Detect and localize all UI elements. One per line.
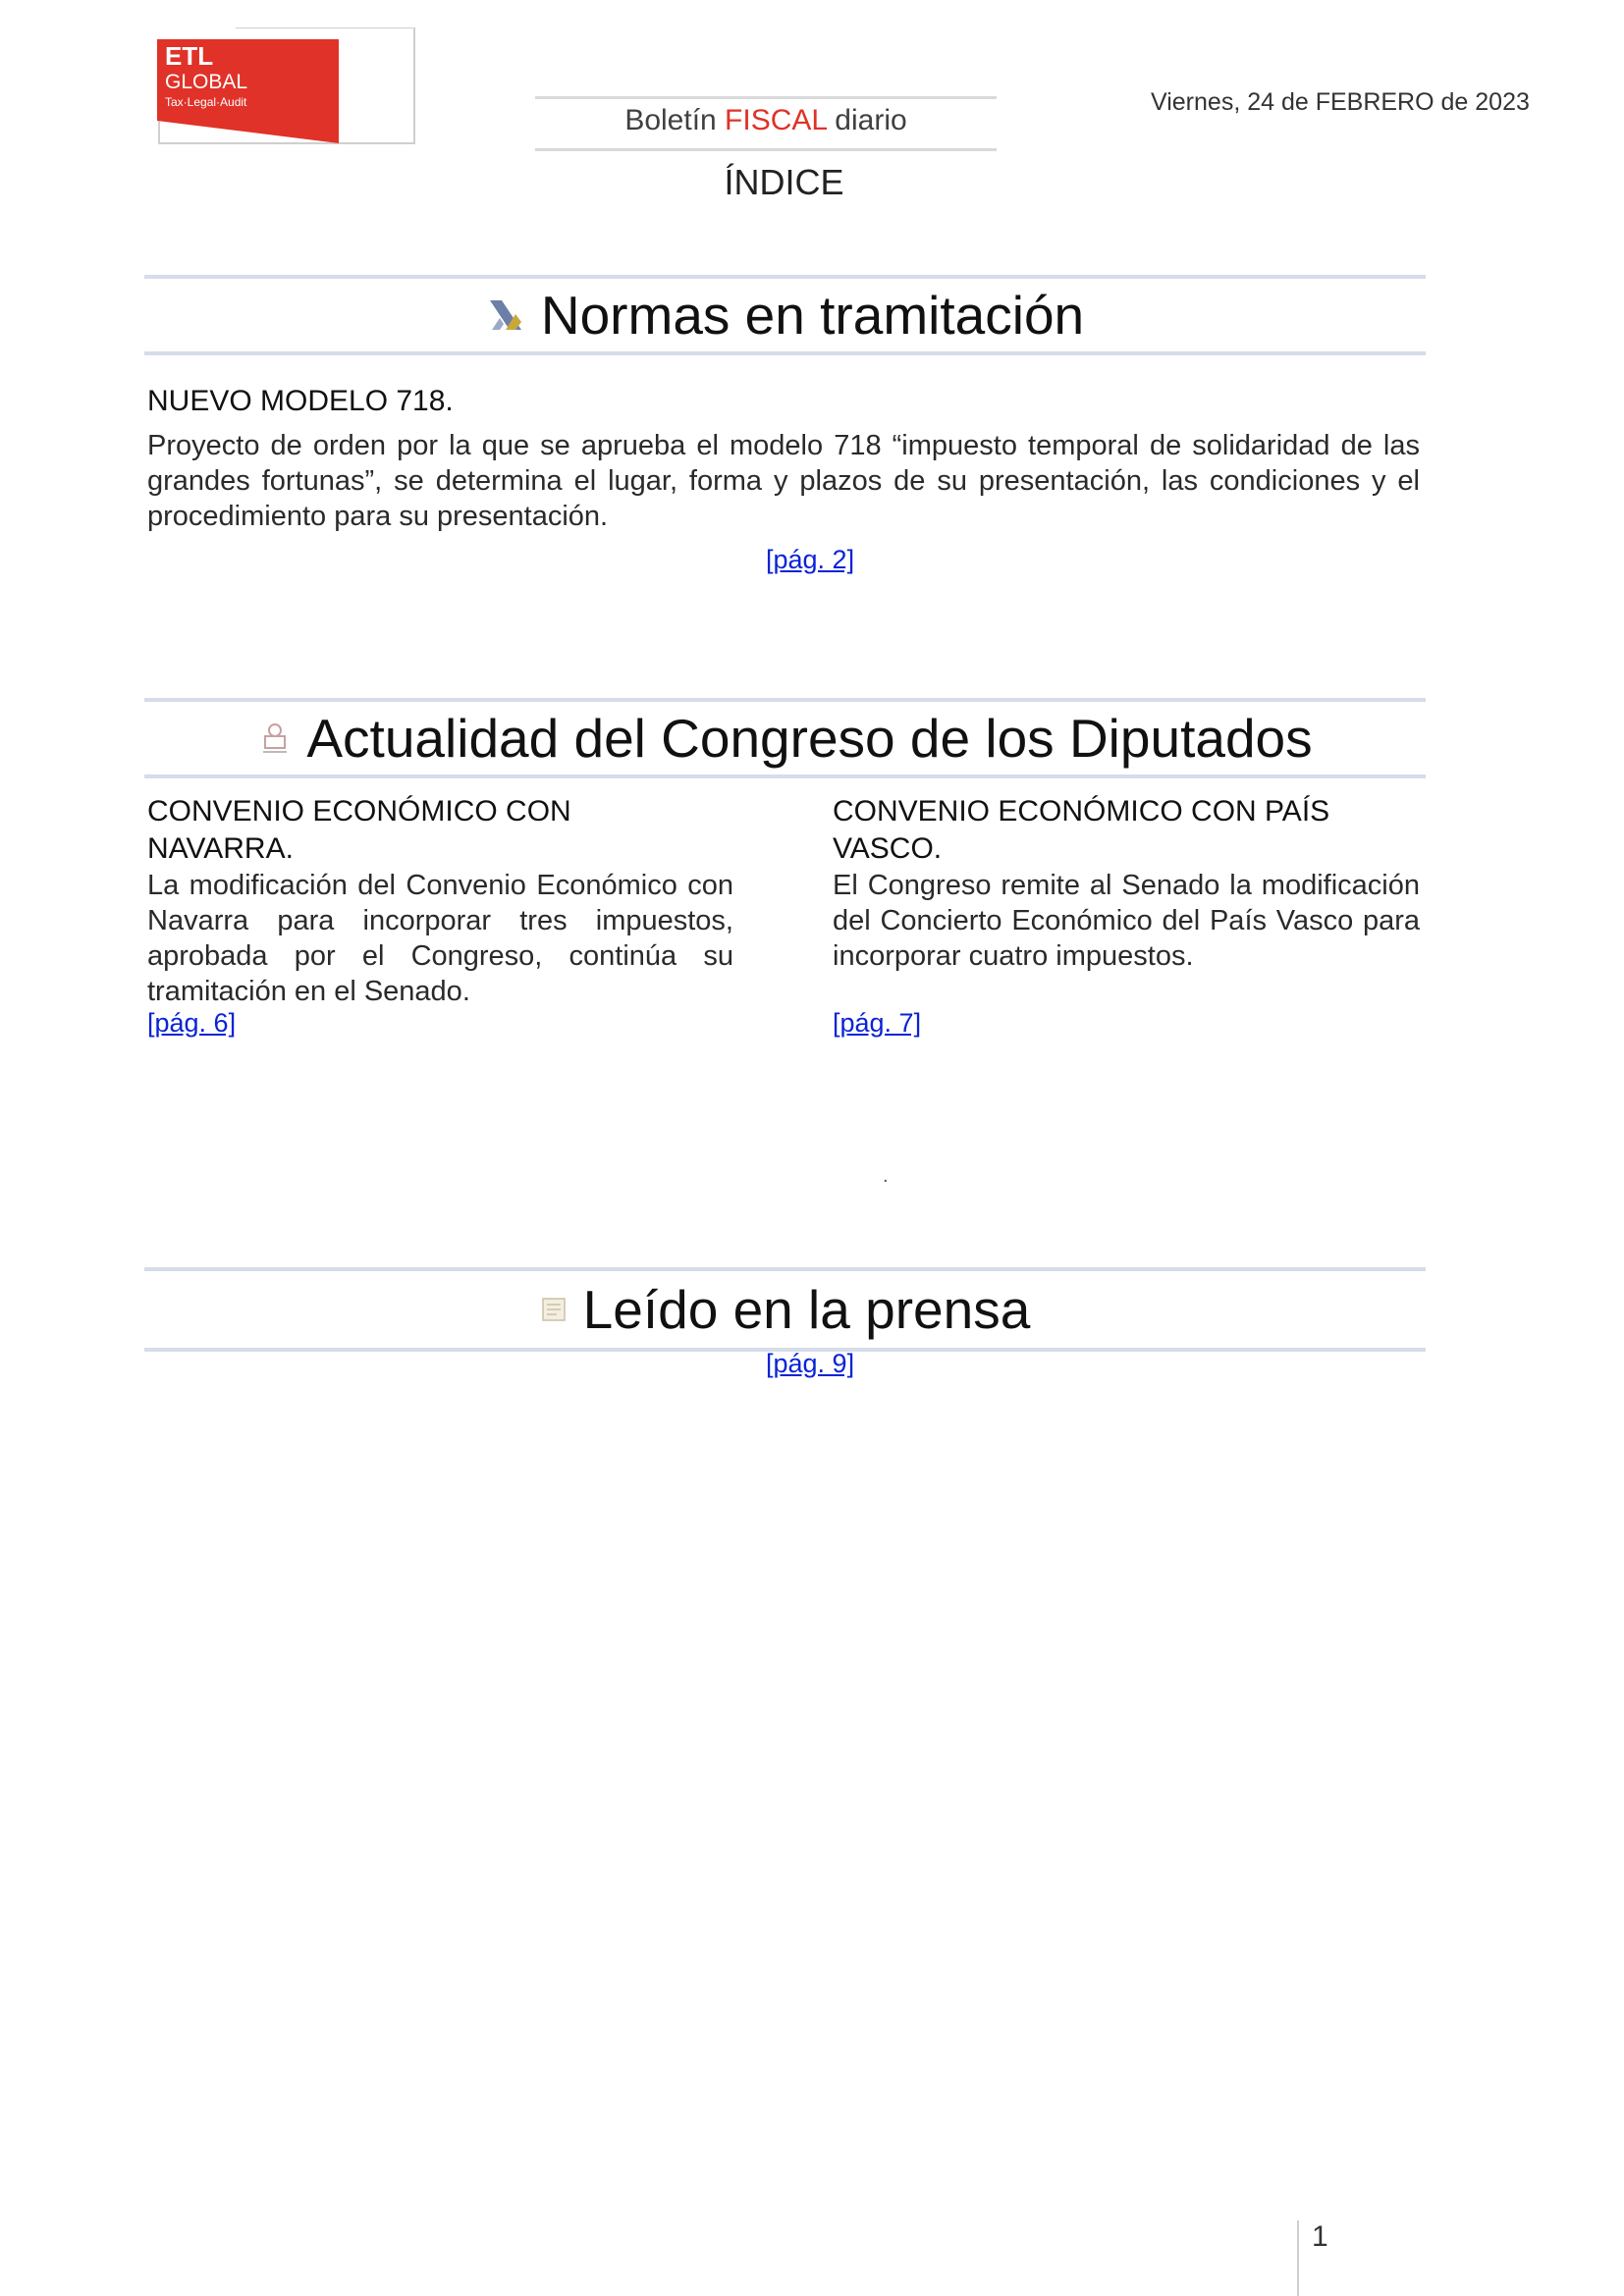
section-title-prensa: Leído en la prensa	[582, 1279, 1031, 1340]
item-body-navarra: La modificación del Convenio Económico con Navarra para incorporar tres impuestos, aprobada por el Congreso, continúa su tramitación en el Senado.	[147, 870, 733, 1007]
section-heading-congreso	[144, 698, 1426, 778]
item-title-navarra	[147, 793, 571, 868]
bulletin-suffix: diario	[826, 104, 907, 136]
newspaper-icon	[540, 1295, 569, 1324]
bulletin-highlight: FISCAL	[725, 104, 827, 136]
logo-line2: GLOBAL	[165, 71, 248, 93]
link-page-2[interactable]: [pág. 2]	[766, 545, 855, 574]
item-title-navarra-line1: CONVENIO ECONÓMICO CON	[147, 795, 571, 828]
bulletin-prefix: Boletín	[624, 104, 726, 136]
section-title-congreso: Actualidad del Congreso de los Diputados	[306, 708, 1313, 769]
congress-icon	[257, 719, 293, 758]
bulletin-title	[535, 96, 997, 151]
section-title-normas: Normas en tramitación	[540, 285, 1085, 346]
item-body-modelo-718: Proyecto de orden por la que se aprueba el modelo 718 “impuesto temporal de solidaridad de las grandes fortunas”, se determina el lugar, forma y plazos de su presentación, las condiciones y el procedimiento para su presentación.	[147, 430, 1420, 532]
section-heading-prensa	[144, 1267, 1426, 1352]
logo-line1: ETL	[165, 41, 214, 71]
item-title-pais-vasco-line1: CONVENIO ECONÓMICO CON PAÍS	[833, 795, 1330, 828]
link-page-9[interactable]: [pág. 9]	[766, 1349, 855, 1378]
tax-agency-icon	[486, 296, 527, 334]
item-title-pais-vasco	[833, 793, 1329, 868]
item-title-navarra-line2: NAVARRA.	[147, 832, 294, 865]
section-heading-normas	[144, 275, 1426, 355]
link-page-6[interactable]: [pág. 6]	[147, 1008, 237, 1038]
etl-global-logo	[157, 27, 417, 145]
logo-line3: Tax·Legal·Audit	[165, 95, 247, 109]
item-title-pais-vasco-line2: VASCO.	[833, 832, 943, 865]
link-page-7[interactable]: [pág. 7]	[833, 1008, 922, 1038]
item-body-pais-vasco: El Congreso remite al Senado la modificación del Concierto Económico del País Vasco para incorporar cuatro impuestos.	[833, 870, 1420, 972]
item-title-modelo-718: NUEVO MODELO 718.	[147, 385, 454, 417]
index-title: ÍNDICE	[724, 162, 844, 202]
bulletin-date: Viernes, 24 de FEBRERO de 2023	[1151, 88, 1530, 116]
footer-divider	[1297, 2220, 1299, 2296]
page-number: 1	[1312, 2220, 1328, 2253]
stray-dot: .	[883, 1165, 889, 1187]
